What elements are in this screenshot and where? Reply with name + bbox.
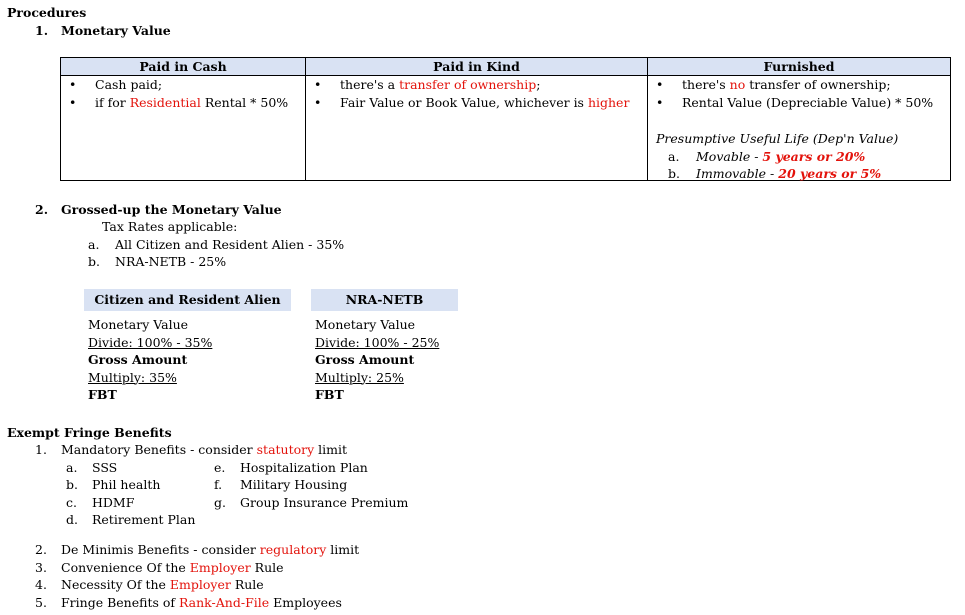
exempt-item-5-number: 5. bbox=[35, 595, 47, 610]
monetary-value-table bbox=[60, 57, 951, 181]
mandatory-sub-a-label: a. bbox=[66, 460, 78, 475]
rental-value-item: • Rental Value (Depreciable Value) * 50% bbox=[648, 94, 950, 112]
mandatory-sub-f: Military Housing bbox=[240, 477, 348, 492]
exempt-heading: Exempt Fringe Benefits bbox=[7, 425, 172, 440]
mandatory-sub-e-label: e. bbox=[214, 460, 226, 475]
mandatory-sub-c-label: c. bbox=[66, 495, 77, 510]
immovable-item: b. Immovable - 20 years or 5% bbox=[668, 166, 882, 181]
paid-in-cash-header: Paid in Cash bbox=[61, 58, 305, 76]
mandatory-sub-b: Phil health bbox=[92, 477, 161, 492]
nra-divide: Divide: 100% - 25% bbox=[315, 334, 440, 350]
mandatory-sub-g-label: g. bbox=[214, 495, 226, 510]
no-transfer-item: • there's no transfer of ownership; bbox=[648, 76, 950, 94]
residential-rental-item: • if for Residential Rental * 50% bbox=[61, 94, 305, 112]
section-2-number: 2. bbox=[35, 202, 49, 217]
exempt-item-4: Necessity Of the Employer Rule bbox=[61, 577, 264, 592]
useful-life-label: Presumptive Useful Life (Dep'n Value) bbox=[656, 131, 899, 146]
nra-header: NRA-NETB bbox=[311, 289, 458, 311]
citizen-fbt: FBT bbox=[88, 387, 117, 402]
citizen-computation bbox=[88, 316, 212, 404]
mandatory-sub-e: Hospitalization Plan bbox=[240, 460, 368, 475]
nra-fbt: FBT bbox=[315, 387, 344, 402]
mandatory-sub-g: Group Insurance Premium bbox=[240, 495, 409, 510]
movable-item: a. Movable - 5 years or 20% bbox=[668, 149, 866, 164]
paid-in-cash-column bbox=[61, 58, 305, 180]
fair-value-item: • Fair Value or Book Value, whichever is higher bbox=[306, 94, 647, 112]
furnished-header: Furnished bbox=[648, 58, 950, 76]
tax-rates-label: Tax Rates applicable: bbox=[102, 219, 238, 234]
exempt-item-3: Convenience Of the Employer Rule bbox=[61, 560, 284, 575]
citizen-divide: Divide: 100% - 35% bbox=[88, 334, 213, 350]
paid-in-kind-header: Paid in Kind bbox=[306, 58, 647, 76]
transfer-of-ownership-item: • there's a transfer of ownership; bbox=[306, 76, 647, 94]
mandatory-sub-d-label: d. bbox=[66, 512, 78, 527]
exempt-item-2: De Minimis Benefits - consider regulatory limit bbox=[61, 542, 360, 557]
procedures-heading: Procedures bbox=[7, 5, 87, 20]
mandatory-sub-b-label: b. bbox=[66, 477, 78, 492]
nra-monetary-value: Monetary Value bbox=[315, 317, 416, 332]
mandatory-sub-a: SSS bbox=[92, 460, 118, 475]
exempt-item-4-number: 4. bbox=[35, 577, 47, 592]
rate-b-label: b. bbox=[88, 254, 100, 269]
exempt-item-2-number: 2. bbox=[35, 542, 47, 557]
mandatory-sub-f-label: f. bbox=[214, 477, 223, 492]
nra-gross-amount: Gross Amount bbox=[315, 352, 415, 367]
furnished-column bbox=[647, 58, 950, 180]
exempt-item-3-number: 3. bbox=[35, 560, 47, 575]
exempt-item-1-number: 1. bbox=[35, 442, 47, 457]
citizen-gross-amount: Gross Amount bbox=[88, 352, 188, 367]
rate-a-text: All Citizen and Resident Alien - 35% bbox=[115, 237, 345, 252]
paid-in-kind-column bbox=[305, 58, 647, 180]
section-1-title: Monetary Value bbox=[61, 23, 171, 38]
mandatory-sub-c: HDMF bbox=[92, 495, 135, 510]
exempt-item-5: Fringe Benefits of Rank-And-File Employees bbox=[61, 595, 342, 610]
cash-paid-item: • Cash paid; bbox=[61, 76, 305, 94]
rate-b-text: NRA-NETB - 25% bbox=[115, 254, 227, 269]
section-2-title: Grossed-up the Monetary Value bbox=[61, 202, 282, 217]
nra-computation bbox=[315, 316, 439, 404]
mandatory-sub-d: Retirement Plan bbox=[92, 512, 196, 527]
citizen-monetary-value: Monetary Value bbox=[88, 317, 189, 332]
citizen-header: Citizen and Resident Alien bbox=[84, 289, 291, 311]
section-1-number: 1. bbox=[35, 23, 49, 38]
nra-multiply: Multiply: 25% bbox=[315, 369, 404, 385]
citizen-multiply: Multiply: 35% bbox=[88, 369, 177, 385]
rate-a-label: a. bbox=[88, 237, 100, 252]
exempt-item-1: Mandatory Benefits - consider statutory limit bbox=[61, 442, 348, 457]
